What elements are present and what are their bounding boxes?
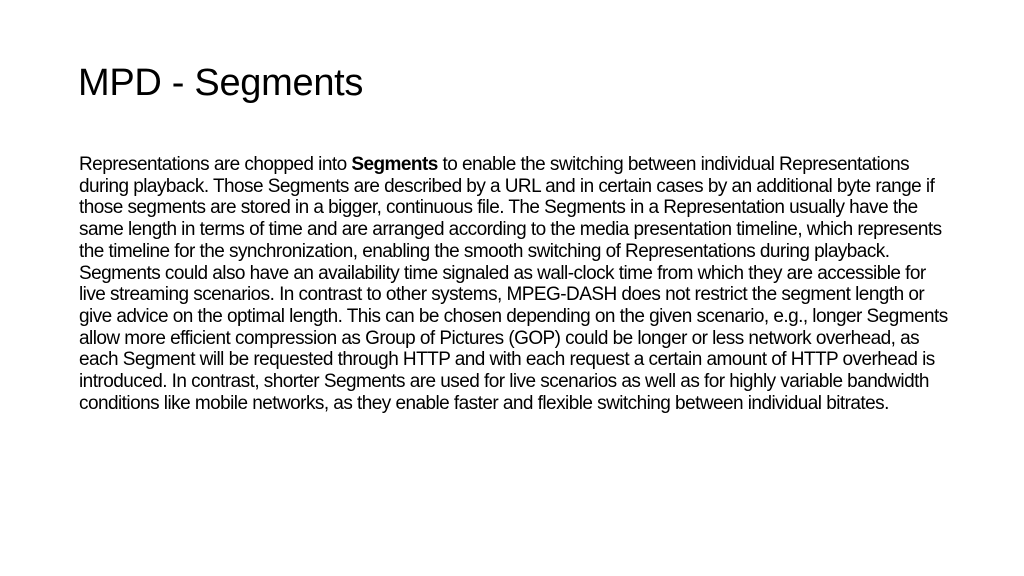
- body-text-intro: Representations are chopped into: [79, 154, 352, 175]
- body-emphasis-segments: Segments: [351, 154, 438, 175]
- slide-title: MPD - Segments: [78, 62, 364, 104]
- body-text-rest: to enable the switching between individual Representations during playback. Those Segments are described by a URL and in certain cases by an additional byte range if those segments are stored in a bigger, continuous file. The Segments in a Representation usually have the same length in terms of time and are arranged according to the media presentation timeline, which represents the timeline for the synchronization, enabling the smooth switching of Representations during playback. Segments could also have an availability time signaled as wall-clock time from which they are accessible for live streaming scenarios. In contrast to other systems, MPEG-DASH does not restrict the segment length or give advice on the optimal length. This can be chosen depending on the given scenario, e.g., longer Segments allow more efficient compression as Group of Pictures (GOP) could be longer or less network overhead, as each Segment will be requested through HTTP and with each request a certain amount of HTTP overhead is introduced. In contrast, shorter Segments are used for live scenarios as well as for highly variable bandwidth conditions like mobile networks, as they enable faster and flexible switching between individual bitrates.: [79, 154, 948, 414]
- slide-body-paragraph: [79, 154, 951, 414]
